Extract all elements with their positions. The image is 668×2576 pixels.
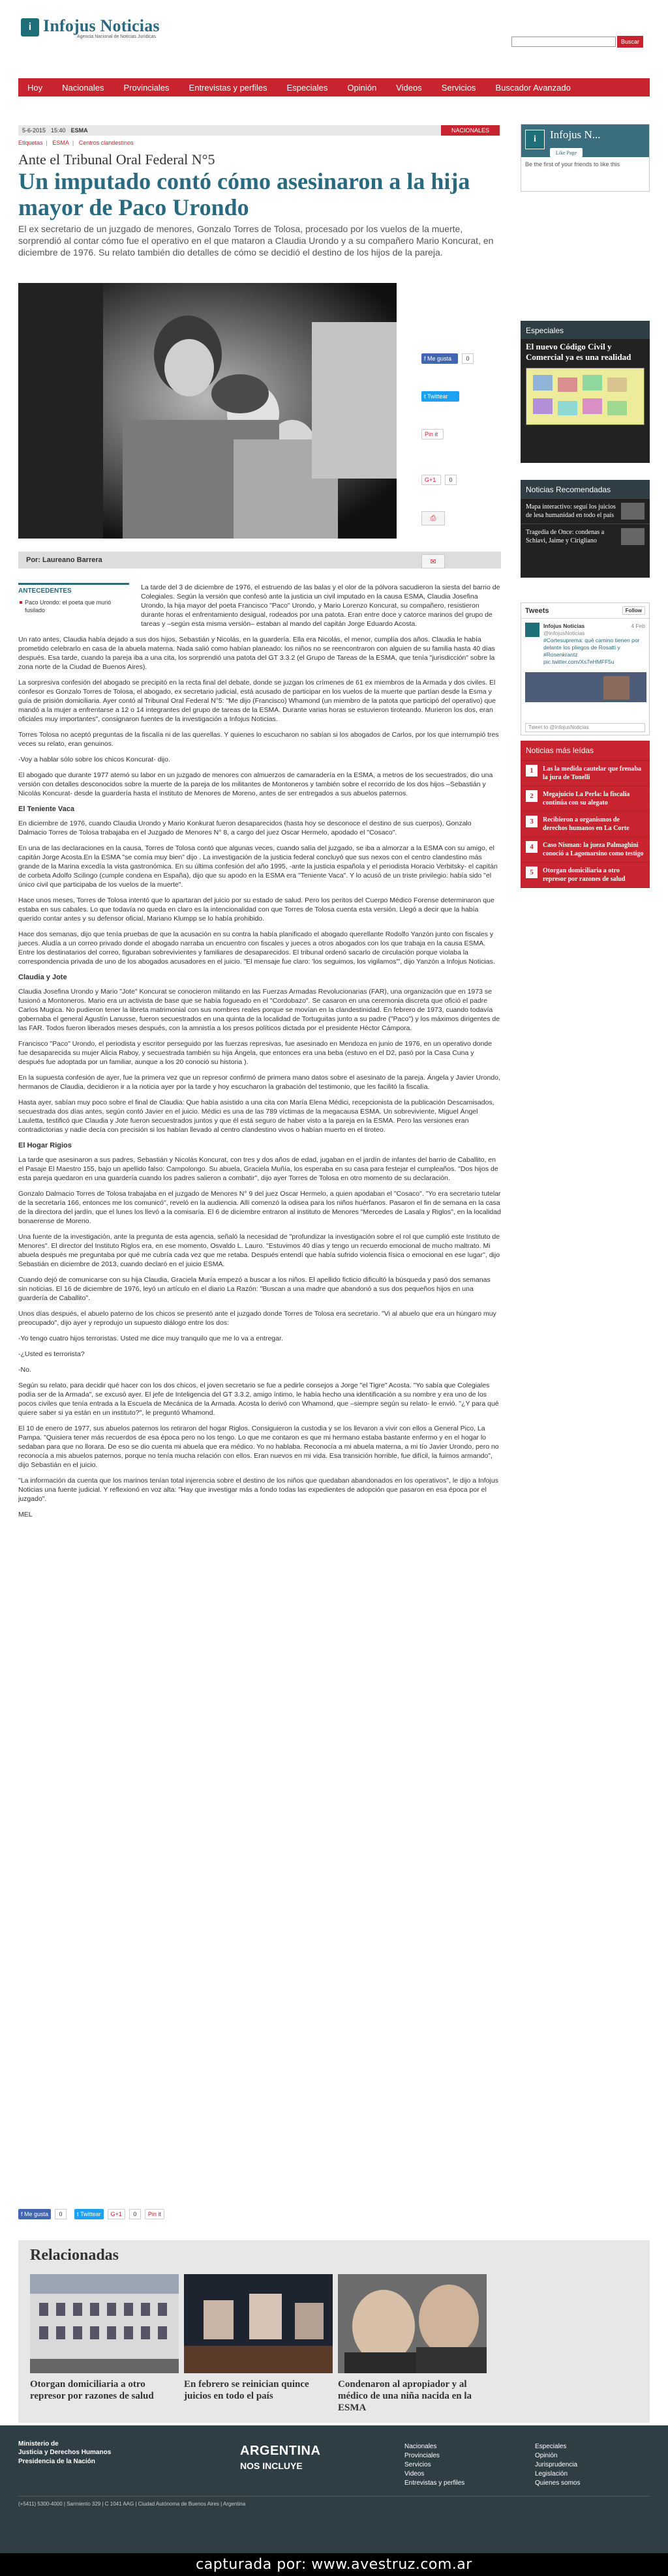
footer-link[interactable]: Provinciales [404, 2452, 440, 2459]
paragraph: El abogado que durante 1977 atemó su labor en un juzgado de menores con almuerzos de camaradería en la ESMA, a metros de los secuestrados, dio una versión con detalles desconocidos sobre la muerte de la pareja de los militantes de Montoneros y también sobre el recorrido de los dos hijos –Sebastián y Nicolás Koncurat- desde la guardería hasta el instituto de Menores de Moreno, antes de ser entregados a sus abuelos paternos. [18, 771, 493, 797]
article-date: 5-6-2015 [22, 127, 46, 134]
gplus-count: 0 [445, 475, 457, 485]
bottom-fb-button[interactable] [18, 2209, 51, 2219]
article-signature: MEL [18, 1511, 33, 1518]
tw-label: Twittear [80, 2211, 101, 2217]
recomendada-title: Mapa interactivo: seguí los juicios de lesa humanidad en todo el país [526, 503, 616, 519]
related-image[interactable] [30, 2274, 179, 2373]
twitter-follow-button[interactable]: Follow [622, 606, 645, 615]
tweet-time: 4 Feb [631, 623, 645, 629]
footer-address: (+5411) 5300-4000 | Sarmiento 329 | C 1041 AAG | Ciudad Autónoma de Buenos Aires | Argentina [18, 2501, 246, 2507]
twitter-share-button[interactable] [421, 391, 459, 402]
fb-page-logo-icon[interactable]: i [525, 130, 545, 149]
argentina-logo: ARGENTINA [240, 2444, 321, 2458]
paragraph: Unos días después, el abuelo paterno de los chicos se presentó ante el juzgado donde Torres de Tolosa era secretario. "Vi al abuelo que era un húngaro muy preocupado", dijo ayer y reprodujo un supuesto diálogo entre los dos: [18, 1310, 496, 1327]
section-heading: El Hogar Rigios [18, 1142, 72, 1149]
article-time: 15:40 [51, 127, 66, 134]
footer-links-col2 [535, 2442, 580, 2488]
recomendadas-box [521, 480, 650, 578]
tweet-to-input[interactable]: Tweet to @InfojusNoticias [525, 723, 645, 732]
paragraph: Hace unos meses, Torres de Tolosa intentó que lo apartaran del juicio por su estado de salud. Pero los peritos del Cuerpo Médico Forense determinaron que estaba en sus cabales. Lo que todavía no queda en claro es la intencionalidad con que Torres de Tolosa cuenta esta versión. Llegó a decir que la había querido contar antes y su defensor oficial, Mariano Klumpp se lo había prohibido. [18, 896, 494, 923]
especiales-image[interactable] [526, 368, 645, 425]
especiales-box [521, 321, 650, 463]
paragraph: -¿Usted es terrorista? [18, 1350, 85, 1358]
site-header [18, 14, 650, 73]
nav-item-especiales[interactable]: Especiales [286, 82, 328, 93]
mas-leidas-title: Megajuicio La Perla: la fiscalía continúa con su alegato [543, 791, 630, 807]
footer-link[interactable]: Especiales [535, 2443, 567, 2450]
mas-leidas-item[interactable]: 3 Recibieron a organismos de derechos humanos en La Corte [521, 812, 650, 837]
tag-esma[interactable]: ESMA [52, 140, 69, 146]
twitter-icon: t [424, 393, 428, 400]
footer-link[interactable]: Jurisprudencia [535, 2461, 578, 2468]
fb-page-name[interactable]: Infojus N... [550, 128, 601, 141]
photo-family-image [18, 283, 397, 539]
footer-links-col1 [404, 2442, 464, 2488]
mas-leidas-item[interactable]: 2 Megajuicio La Perla: la fiscalía continúa con su alegato [521, 786, 650, 812]
twitter-widget [521, 602, 650, 735]
recomendadas-heading: Noticias Recomendadas [521, 480, 650, 498]
footer-link[interactable]: Quienes somos [535, 2480, 581, 2487]
paragraph: La tarde del 3 de diciembre de 1976, el estruendo de las balas y el olor de la pólvora sacudieron la siesta del barrio de Colegiales. Según la versión que confesó ante la justicia un civil imputado en la causa ESMA, Claudia Josefina Urondo, la hija mayor del poeta Francisco "Paco" Urondo, y Mario Lorenzo Koncurat, su compañero, resistieron durante horas el enfrentamiento desigual, rodeados por una patota. Eran entre doce y catorce marinos del grupo de tareas y –según esta misma versión– estaban al mando del capitán Jorge Eduardo Acosta. [141, 584, 500, 628]
tweet-image[interactable] [525, 672, 645, 702]
mas-leidas-item[interactable]: 5 Otorgan domiciliaria a otro represor por razones de salud [521, 863, 650, 888]
mas-leidas-title: Caso Nisman: la jueza Palmaghini conoció a Lagomarsino como testigo [543, 842, 644, 857]
bottom-gplus-count: 0 [129, 2209, 141, 2219]
article-lede: El ex secretario de un juzgado de menores, Gonzalo Torres de Tolosa, procesado por los vuelos de la muerte, sorprendió al contar cómo fue el operativo en el que mataron a Claudia Urondo y a su compañero Mario Koncurat, en diciembre de 1976. Su relato también dio detalles de cómo se decidió el destino de los hijos de la pareja. [18, 224, 494, 258]
search-button[interactable]: Buscar [617, 36, 643, 48]
nav-item-buscador[interactable]: Buscador Avanzado [495, 82, 571, 93]
date-bar [18, 125, 501, 136]
search-input[interactable] [511, 37, 616, 47]
tweets-heading: Tweets [525, 607, 549, 615]
tweet-author[interactable]: Infojus Noticias [543, 623, 585, 629]
related-title[interactable]: Otorgan domiciliaria a otro represor por razones de salud [30, 2379, 154, 2401]
tag-centros[interactable]: Centros clandestinos [78, 140, 134, 146]
especiales-title[interactable]: El nuevo Código Civil y Comercial ya es una realidad [526, 342, 631, 362]
site-subtitle: Agencia Nacional de Noticias Jurídicas [77, 35, 157, 39]
article-kicker: Ante el Tribunal Oral Federal N°5 [18, 151, 215, 168]
fb-friends-text: Be the first of your friends to like this [525, 161, 620, 168]
paragraph: Francisco "Paco" Urondo, el periodista y escritor perseguido por las fuerzas represivas, fue asesinado en Mendoza en junio de 1976, en un operativo donde fue desaparecida su mujer Alicia Raboy, y secuestrada también su hija Ángela, que entonces era una beba (estuvo en el D2, pasó por la Casa Cuna y después fue adoptada por un familiar, aunque a los 20 conoció su historia ). [18, 1040, 492, 1066]
paragraph: En diciembre de 1976, cuando Claudia Urondo y Mario Konkurat fueron desaparecidos (hasta hoy se desconoce el destino de sus cuerpos), Gonzalo Dalmacio Torres de Tolosa trabajaba en el Juzgado de Menores N° 8, a cargo del juez Oscar Hermelo, apodado el "Cosaco". [18, 820, 472, 836]
paragraph: "La información da cuenta que los marinos tenían total injerencia sobre el destino de los niños que quedaban abandonados en los operativos", le dijo a Infojus Noticias una fuente judicial. Y reflexionó en voz alta: "Hay que investigar más a fondo todas las expedientes de adopción que pasaron en esa época por el juzgado". [18, 1477, 498, 1503]
recomendada-item[interactable] [521, 498, 650, 524]
bottom-gplus-button[interactable]: G+1 [108, 2209, 125, 2219]
tweet-item [521, 619, 649, 670]
facebook-icon: f [21, 2211, 25, 2217]
paragraph: Torres Tolosa no aceptó preguntas de la fiscalía ni de las querellas. Y quienes lo escucharon no sabían si los abogados de Carlos, por los que interrumpió tres veces su relato, eran genuinos. [18, 731, 499, 748]
tweet-link[interactable]: pic.twitter.com/Xs7eHMFF5u [543, 659, 615, 665]
nav-item-provinciales[interactable]: Provinciales [123, 82, 170, 93]
mas-leidas-item[interactable]: 4 Caso Nisman: la jueza Palmaghini conoció a Lagomarsino como testigo [521, 837, 650, 863]
site-title[interactable]: Infojus Noticias [43, 16, 160, 35]
paragraph: Hasta ayer, sabían muy poco sobre el final de Claudia: Que había asistido a una cita con María Elena Médici, recepcionista de la publicación Descamisados, secuestrada dos días antes, según contó Javier en el juicio. Médici es una de las 789 víctimas de la megacausa ESMA. Un sobreviviente, Miguel Ángel Lauletta, testificó que Claudia y Jote fueron secuestrados juntos y que él está seguro de haber visto a la pareja en la ESMA. Pero las versiones eran contradictorias y nadie decía con precisión si los habían llevado al centro clandestino vivos o habían muerto en el tiroteo. [18, 1099, 494, 1134]
paragraph: La tarde que asesinaron a sus padres, Sebastián y Nicolás Koncurat, con tres y dos años de edad, jugaban en el jardín de infantes del barrio de Caballito, en el Pasaje El Maestro 155, bajo un apellido falso: Campolongo. Su abuela, Graciela Muñía, los esperaba en su casa para festejar el cumpleaños. "Dos hijos de esta pareja quedaron en una guardería cuando los padres salieron a combatir", dijo ayer Torres de Tolosa en otro momento de su declaración. [18, 1156, 498, 1182]
article-byline: Por: Laureano Barrera [18, 552, 501, 569]
article-headline: Un imputado contó cómo asesinaron a la hija mayor de Paco Urondo [18, 168, 470, 220]
related-card[interactable] [30, 2274, 179, 2402]
footer-link[interactable]: Videos [404, 2470, 425, 2478]
capture-watermark: capturada por: www.avestruz.com.ar [0, 2553, 668, 2576]
fb-like-label: Me gusta [427, 355, 452, 362]
footer-link[interactable]: Nacionales [404, 2443, 437, 2450]
email-icon[interactable]: ✉ [421, 554, 445, 569]
antecedentes-link[interactable]: Paco Urondo: el poeta que murió fusilado [18, 599, 129, 614]
mas-leidas-heading: Noticias más leídas [521, 741, 650, 761]
nav-item-servicios[interactable]: Servicios [441, 82, 476, 93]
ministry-logo[interactable] [18, 2440, 111, 2457]
bottom-share-bar [18, 2208, 164, 2220]
paragraph: En la supuesta confesión de ayer, fue la primera vez que un represor confirmó de primera mano datos sobre el asesinato de la pareja. Ángela y Javier Urondo, hermanos de Claudia, decidieron ir a la noticia ayer por la tarde y hoy escucharon la grabación del testimonio, que les facilitó la fiscalía. [18, 1074, 500, 1091]
paragraph: Cuando dejó de comunicarse con su hija Claudia, Graciela Muría empezó a buscar a los niños. El apellido ficticio dificultó la búsqueda y pasó dos semanas sin noticias. El 16 de diciembre de 1976, leyó un artículo en el diario La Razón: "Buscan a una madre que abandonó a sus dos pequeños hijos en una guardería de Caballito". [18, 1276, 491, 1302]
fb-label: Me gusta [24, 2211, 49, 2217]
related-title[interactable]: Condenaron al apropiador y al médico de una niña nacida en la ESMA [338, 2379, 472, 2413]
recomendada-title: Tragedia de Once: condenas a Schiavi, Jaime y Cirigliano [526, 529, 605, 544]
fb-like-page-button[interactable]: Like Page [550, 148, 583, 157]
recomendada-item[interactable] [521, 524, 650, 549]
ministry-line1: Ministerio de [18, 2440, 59, 2448]
bottom-pin-button[interactable]: Pin it [145, 2209, 164, 2219]
relacionadas-heading: Relacionadas [30, 2247, 119, 2264]
print-icon[interactable]: ⎙ [421, 511, 445, 526]
argentina-tagline: NOS INCLUYE [240, 2461, 303, 2471]
related-title[interactable]: En febrero se reinician quince juicios en todo el país [184, 2379, 309, 2401]
recomendada-thumb [621, 503, 645, 520]
article-body [18, 583, 501, 1526]
related-image[interactable] [184, 2274, 333, 2373]
paragraph: El 10 de enero de 1977, sus abuelos paternos los retiraron del hogar Riglos. Consiguieron la custodia y se los llevaron a vivir con ellos a General Pico, La Pampa. "Quisiera tener más recuerdos de esa época pero no los tengo. Lo que me contaron es que mi hermano estaba bastante enfermo y en el hogar lo sedaban para que no llorara. De eso se dio cuenta mi abuela que era médico. Yo no hablaba. Reconocía a mi abuela materna, a mi tío Javier Urondo, pero no reconocía a mis abuelos paternos, porque no tenía mucha relación con ellos. Eran nuevos en mi vida. Esa transición horrible, fue difícil, la fuimos armando", dijo Sebastián en el juicio. [18, 1425, 499, 1469]
mas-leidas-box [521, 741, 650, 888]
nav-item-opinion[interactable]: Opinión [347, 82, 377, 93]
paragraph: -Yo tengo cuatro hijos terroristas. Usted me dice muy tranquilo que me lo va a entregar. [18, 1335, 283, 1342]
footer-link[interactable]: Entrevistas y perfiles [404, 2480, 465, 2487]
section-heading: Claudia y Jote [18, 973, 67, 981]
bottom-fb-count: 0 [55, 2209, 67, 2219]
facebook-widget [521, 124, 650, 192]
nav-item-nacionales[interactable]: Nacionales [62, 82, 104, 93]
paragraph: En una de las declaraciones en la causa, Torres de Tolosa contó que algunas veces, cuando salía del juzgado, se iba a almorzar a la ESMA con su amigo, el capitán Jorge Acosta.En la ESMA "se comía muy bien" dijo . La investigación de la justicia federal concluyó que sus nexos con el centro clandestino más grande de la Marina excedía la vista gastronómica. En su última confesión del año 1995, -ante la justicia española y el periodista Horacio Verbitsky- el capitán de corbeta Adolfo Scilingo (cumple condena en España), dijo que su apodo en la ESMA era "Teniente Vaca". Y lo acusó de un triste privilegio: había sido "el único civil que participaba de los vuelos de la muerte". [18, 844, 498, 889]
site-footer [0, 2425, 668, 2553]
tw-label: Twittear [427, 393, 448, 400]
paragraph: La sorpresiva confesión del abogado se precipitó en la recta final del debate, donde se juzgan los crímenes de 61 ex miembros de la Armada y dos civiles. El confesor es Gonzalo Torres de Tolosa, el abogado, ex secretario judicial, está acusado de participar en los vuelos de la muerte que partían desde la Esma y guía de prisión domiciliaria. Ayer contó al Tribunal Oral Federal N°5: "Me dijo (Francisco) Whamond (un miembro de la patota que participó del operativo) que mandó a la mujer a enfrentarse a 12 o 14 integrantes del grupo de tareas de la ESMA. Durante varias horas se estuvieron tiroteando. Murieron los dos, eran oficiales muy importantes", consignaron fuentes de la investigación a Infojus Noticias. [18, 679, 496, 723]
article-section[interactable]: ESMA [70, 127, 88, 134]
footer-link[interactable]: Opinión [535, 2452, 558, 2459]
section-heading: El Teniente Vaca [18, 805, 75, 813]
paragraph: Gonzalo Dalmacio Torres de Tolosa trabajaba en el juzgado de Menores N° 9 del juez Oscar Hermelo, a quien apodaban el "Cosaco". "Yo era secretario tutelar de la secretaría 166, entonces me los comunicó", reveló en la audiencia. Allí comenzó la odisea para los niños huérfanos. Pasaron el fin de semana en la casa de la directora del jardín, que el lunes los llevó a la comisaría. El 6 de diciembre entraron al instituto de Menores "Mercedes de Lasala y Riglos", en la localidad bonaerense de Moreno. [18, 1190, 501, 1225]
twitter-icon: t [77, 2211, 81, 2217]
ministry-line2: Justicia y Derechos Humanos [18, 2449, 112, 2456]
paragraph: -No. [18, 1366, 31, 1374]
tweet-handle[interactable]: @infojusNoticias [543, 630, 585, 636]
paragraph: Hace dos semanas, dijo que tenía pruebas de que la acusación en su contra la había planificado el abogado querellante Rodolfo Yanzón junto con fiscales y jueces. Aludía a un correo privado donde el abogado narraba un encuentro con fiscales y jueces a otros abogados con los que trabaja en la causa ESMA. Entre los destinatarios del correo, figuraban sobrevivientes y familiares de desaparecidos. El tribunal ordenó sacarlo de circulación porque violaba la correspondencia privada de uno de los abogados acusadores en el juicio. "El mensaje fue claro: 'los seguimos, los vigilamos'", dijo Yanzón a Infojus Noticias. [18, 930, 495, 966]
mas-leidas-title: Otorgan domiciliaria a otro represor por razones de salud [543, 867, 626, 883]
related-card[interactable] [184, 2274, 333, 2402]
tweet-avatar[interactable] [525, 623, 539, 637]
presidencia-label: Presidencia de la Nación [18, 2458, 95, 2465]
pinterest-button[interactable]: Pin it [421, 429, 444, 439]
mas-leidas-title: Recibieron a organismos de derechos humanos en La Corte [543, 816, 630, 832]
article-photo [18, 283, 397, 539]
paragraph: Claudia Josefina Urondo y Mario "Jote" Koncurat se conocieron militando en las Fuerzas Armadas Revolucionarias (FAR), una organización que en 1973 se fusionó a Montoneros. Mario era un activista de base que se había fogueado en el "Cordobazo". Se casaron en una ceremonia discreta que ofició el padre Carlos Mugica. No pudieron tener la libreta matrimonial con sus nombres reales porque se movían en la clandestinidad. En febrero de 1973, cuando todavía gobernaba el general Agustín Lanusse, fueron secuestrados en una quinta de la localidad de Tortuguitas junto a su padre ("Paco") y los máximos dirigentes de las FAR. Todos fueron liberados meses después, con la amnistía a los presos políticos dictada por el presidente Héctor Cámpora. [18, 988, 500, 1032]
recomendada-thumb [621, 528, 645, 545]
gplus-button[interactable]: G+1 [421, 475, 441, 485]
fb-count: 0 [462, 353, 474, 364]
facebook-icon: f [424, 355, 428, 362]
main-nav [18, 78, 650, 96]
facebook-like-button[interactable] [421, 353, 458, 364]
nav-item-hoy[interactable]: Hoy [27, 82, 43, 93]
mas-leidas-item[interactable]: 1 Las la medida cautelar que frenaba la jura de Tonelli [521, 761, 650, 786]
paragraph: Un rato antes, Claudia había dejado a sus dos hijos, Sebastián y Nicolás, en la guardería. Ella era Nicolás, el menor, cumplía dos años. Claudia le había prometido celebrarlo en casa de la abuela materna. Nada salió como habían planeado: los niños no se reencontraron con alguien de su familia hasta 40 días después. Esa tarde, cuando la pareja iba a una cita, los sorprendió una patota del GT 3.3.2 (el Grupo de Tareas de la ESMA, que tenía "jurisdicción" sobre la zona norte de la Ciudad de Buenos Aires). [18, 636, 495, 671]
footer-link[interactable]: Legislación [535, 2470, 568, 2478]
tweet-text: #Cortesuprema: qué camino tienen por delante los pliegos de Rosatti y #Rosenkrantz [543, 637, 640, 658]
mas-leidas-title: Las la medida cautelar que frenaba la jura de Tonelli [543, 765, 642, 781]
paragraph: Según su relato, para decidir qué hacer con los dos chicos, el joven secretario se fue a pedirle consejos a Jorge "el Tigre" Acosta. "Yo sabía que Colegiales podía ser de la Armada", se excusó ayer. El jefe de Inteligencia del GT 3.3.2, amigo íntimo, le había hecho una identificación a su nombre y era uno de los pocos civiles que tenía entrada a la Escuela de Mecánica de la Armada. Acosta lo derivó con Whamond, que –siempre según su relato- le envió. "¿Y para qué quiere saber si ya están en un instituto?", le preguntó Whamond. [18, 1382, 499, 1417]
tags: Etiquetas | ESMA | Centros clandestinos [18, 140, 134, 146]
related-image[interactable] [338, 2274, 487, 2373]
nav-item-videos[interactable]: Videos [396, 82, 422, 93]
antecedentes-heading: ANTECEDENTES [18, 587, 72, 595]
nav-item-entrevistas[interactable]: Entrevistas y perfiles [189, 82, 267, 93]
tags-label: Etiquetas [18, 140, 43, 146]
especiales-heading: Especiales [521, 321, 650, 339]
bottom-tw-button[interactable] [74, 2209, 104, 2219]
site-logo-icon[interactable]: i [21, 18, 39, 37]
paragraph: -Voy a hablar sólo sobre los chicos Koncurat- dijo. [18, 756, 170, 763]
relacionadas-section [18, 2240, 650, 2423]
related-card[interactable] [338, 2274, 487, 2414]
section-badge[interactable]: NACIONALES [441, 125, 500, 136]
footer-link[interactable]: Servicios [404, 2461, 431, 2468]
paragraph: Una fuente de la investigación, ante la pregunta de esta agencia, señaló la necesidad de "profundizar la investigación sobre el rol que cumplió este Instituto de Menores". El director del Instituto Riglos era, en ese momento, Osvaldo L. Lauro. "Estuvimos 40 días y tengo un recuerdo emocional de mucho maltrato. Mi abuela después me preguntaba por qué me cubría cada vez que me retaba. Después entendí que había sufrido violencia física o emocional en ese lugar", dijo Sebastián en diciembre de 2013, cuando declaró en el juicio ESMA. [18, 1233, 500, 1268]
